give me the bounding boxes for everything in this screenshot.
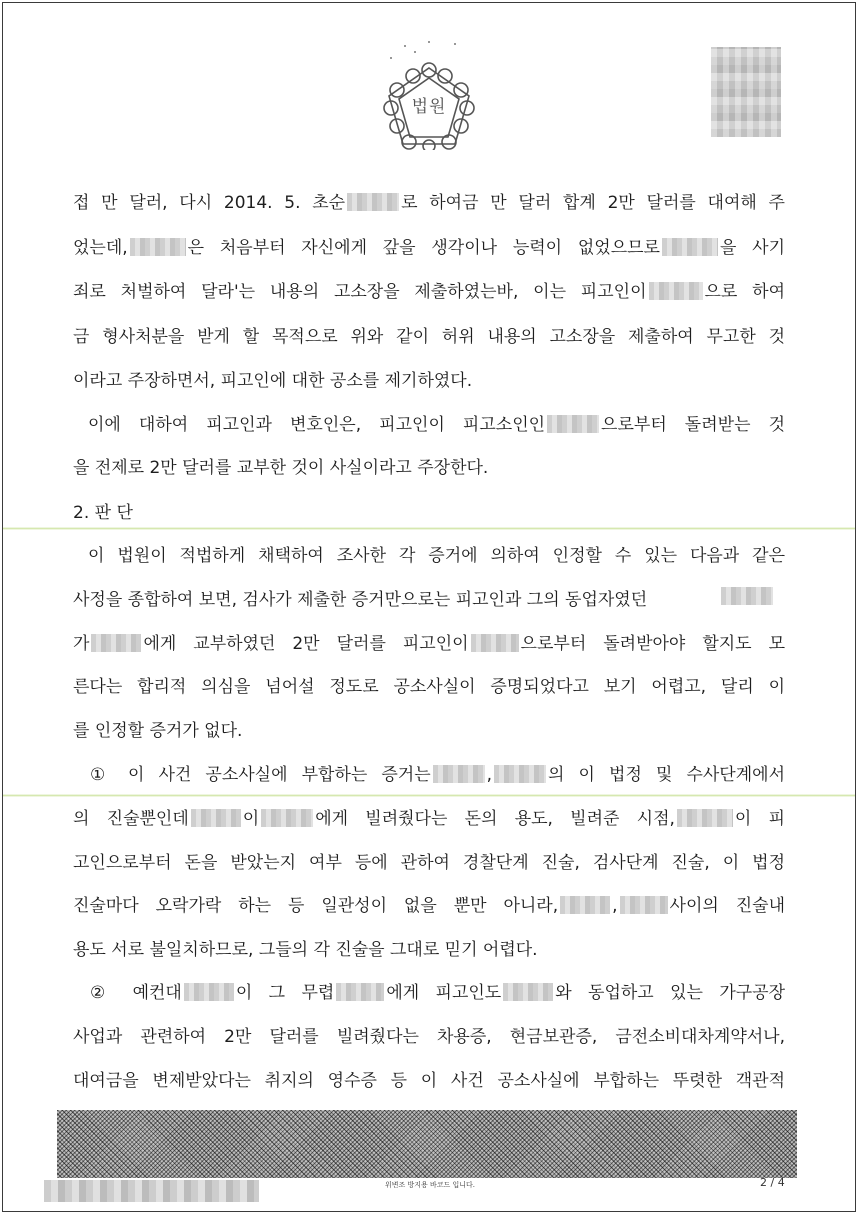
text-line: 금 형사처분을 받게 할 목적으로 위와 같이 허위 내용의 고소장을 제출하여 무고한 것 <box>73 327 785 347</box>
redacted-name <box>620 896 668 914</box>
text-segment: 었는데, <box>73 238 128 258</box>
section-heading: 2. 판 단 <box>73 503 133 523</box>
text-segment: 이 피 <box>734 809 785 829</box>
text-segment: 으로부터 돌려받아야 할지도 모 <box>520 634 785 654</box>
redacted-name <box>184 983 234 1001</box>
text-segment: 으로부터 돌려받는 것 <box>601 415 785 435</box>
redacted-name <box>91 634 141 652</box>
text-segment: 에게 교부하였던 2만 달러를 피고인이 <box>143 634 469 654</box>
text-line <box>73 894 785 918</box>
text-segment: 이 그 무렵 <box>235 983 335 1003</box>
text-segment: 은 처음부터 자신에게 갚을 생각이나 능력이 없었으므로 <box>187 238 660 258</box>
text-line: 이 법원이 적법하게 채택하여 조사한 각 증거에 의하여 인정할 수 있는 다음과 같은 <box>88 546 785 566</box>
text-line <box>90 763 785 787</box>
redacted-name <box>433 765 485 783</box>
redacted-name <box>503 983 553 1001</box>
redacted-name <box>649 282 703 300</box>
text-line: 을 전제로 2만 달러를 교부한 것이 사실이라고 주장한다. <box>73 458 489 478</box>
text-line <box>73 236 785 260</box>
redacted-name <box>721 587 773 605</box>
text-segment: 와 동업하고 있는 가구공장 <box>555 983 786 1003</box>
text-segment: 에게 피고인도 <box>386 983 502 1003</box>
court-seal <box>383 62 475 150</box>
redacted-stamp <box>711 47 781 137</box>
redacted-name <box>130 238 186 256</box>
text-segment: 이에 대하여 피고인과 변호인은, 피고인이 피고소인인 <box>88 415 546 435</box>
text-segment: 접 만 달러, 다시 2014. 5. 초순 <box>73 193 346 213</box>
text-segment: 죄로 처벌하여 달라'는 내용의 고소장을 제출하였는바, 이는 피고인이 <box>73 282 647 302</box>
redacted-name <box>191 809 241 827</box>
text-segment: 가 <box>73 634 90 654</box>
text-line: 이라고 주장하면서, 피고인에 대한 공소를 제기하였다. <box>73 371 473 391</box>
text-segment: 이 <box>242 809 260 829</box>
scan-line <box>3 794 855 797</box>
text-segment: ① 이 사건 공소사실에 부합하는 증거는 <box>90 765 431 785</box>
text-line <box>90 981 785 1005</box>
text-line <box>73 280 785 304</box>
page-number: 2 / 4 <box>760 1176 785 1189</box>
redacted-name <box>560 896 610 914</box>
text-line <box>73 588 713 612</box>
text-line <box>73 191 785 215</box>
redacted-name <box>261 809 313 827</box>
redacted-name <box>471 634 519 652</box>
redacted-name <box>494 765 546 783</box>
text-line: 용도 서로 불일치하므로, 그들의 각 진술을 그대로 믿기 어렵다. <box>73 940 538 960</box>
anti-forgery-barcode <box>57 1110 797 1178</box>
text-segment: 의 이 법정 및 수사단계에서 <box>548 765 785 785</box>
text-line: 고인으로부터 돈을 받았는지 여부 등에 관하여 경찰단계 진술, 검사단계 진술, 이 법정 <box>73 853 785 873</box>
text-segment: 을 사기 <box>719 238 785 258</box>
text-line <box>73 632 785 656</box>
text-segment: , <box>486 765 493 785</box>
text-line: 사업과 관련하여 2만 달러를 빌려줬다는 차용증, 현금보관증, 금전소비대차계약서나, <box>73 1027 785 1047</box>
text-segment: 의 진술뿐인데 <box>73 809 189 829</box>
seal-ink-dots <box>385 38 465 64</box>
scan-line <box>3 527 855 530</box>
redacted-name <box>677 809 733 827</box>
text-segment: 로 하여금 만 달러 합계 2만 달러를 대여해 주 <box>401 193 785 213</box>
text-segment: 에게 빌려줬다는 돈의 용도, 빌려준 시점, <box>315 809 675 829</box>
text-line: 대여금을 변제받았다는 취지의 영수증 등 이 사건 공소사실에 부합하는 뚜렷한 객관적 <box>73 1071 785 1091</box>
text-segment: 진술마다 오락가락 하는 등 일관성이 없을 뿐만 아니라, <box>73 896 559 916</box>
seal-text: 법원 <box>411 97 447 117</box>
barcode-caption: 위변조 방지용 바코드 입니다. <box>384 1181 476 1189</box>
text-line <box>88 413 785 437</box>
redacted-name <box>347 193 399 211</box>
text-segment: , <box>612 896 618 916</box>
redacted-footer <box>44 1180 259 1202</box>
text-segment: 으로 하여 <box>704 282 785 302</box>
text-segment: ② 예컨대 <box>90 983 182 1003</box>
text-line <box>73 807 785 831</box>
text-line: 를 인정할 증거가 없다. <box>73 721 243 741</box>
redacted-name <box>547 415 599 433</box>
text-line: 른다는 합리적 의심을 넘어설 정도로 공소사실이 증명되었다고 보기 어렵고, 달리 이 <box>73 677 785 697</box>
text-segment: 사정을 종합하여 보면, 검사가 제출한 증거만으로는 피고인과 그의 동업자였던 <box>73 590 648 610</box>
redacted-name <box>336 983 384 1001</box>
text-segment: 사이의 진술내 <box>669 896 786 916</box>
redacted-name <box>662 238 718 256</box>
